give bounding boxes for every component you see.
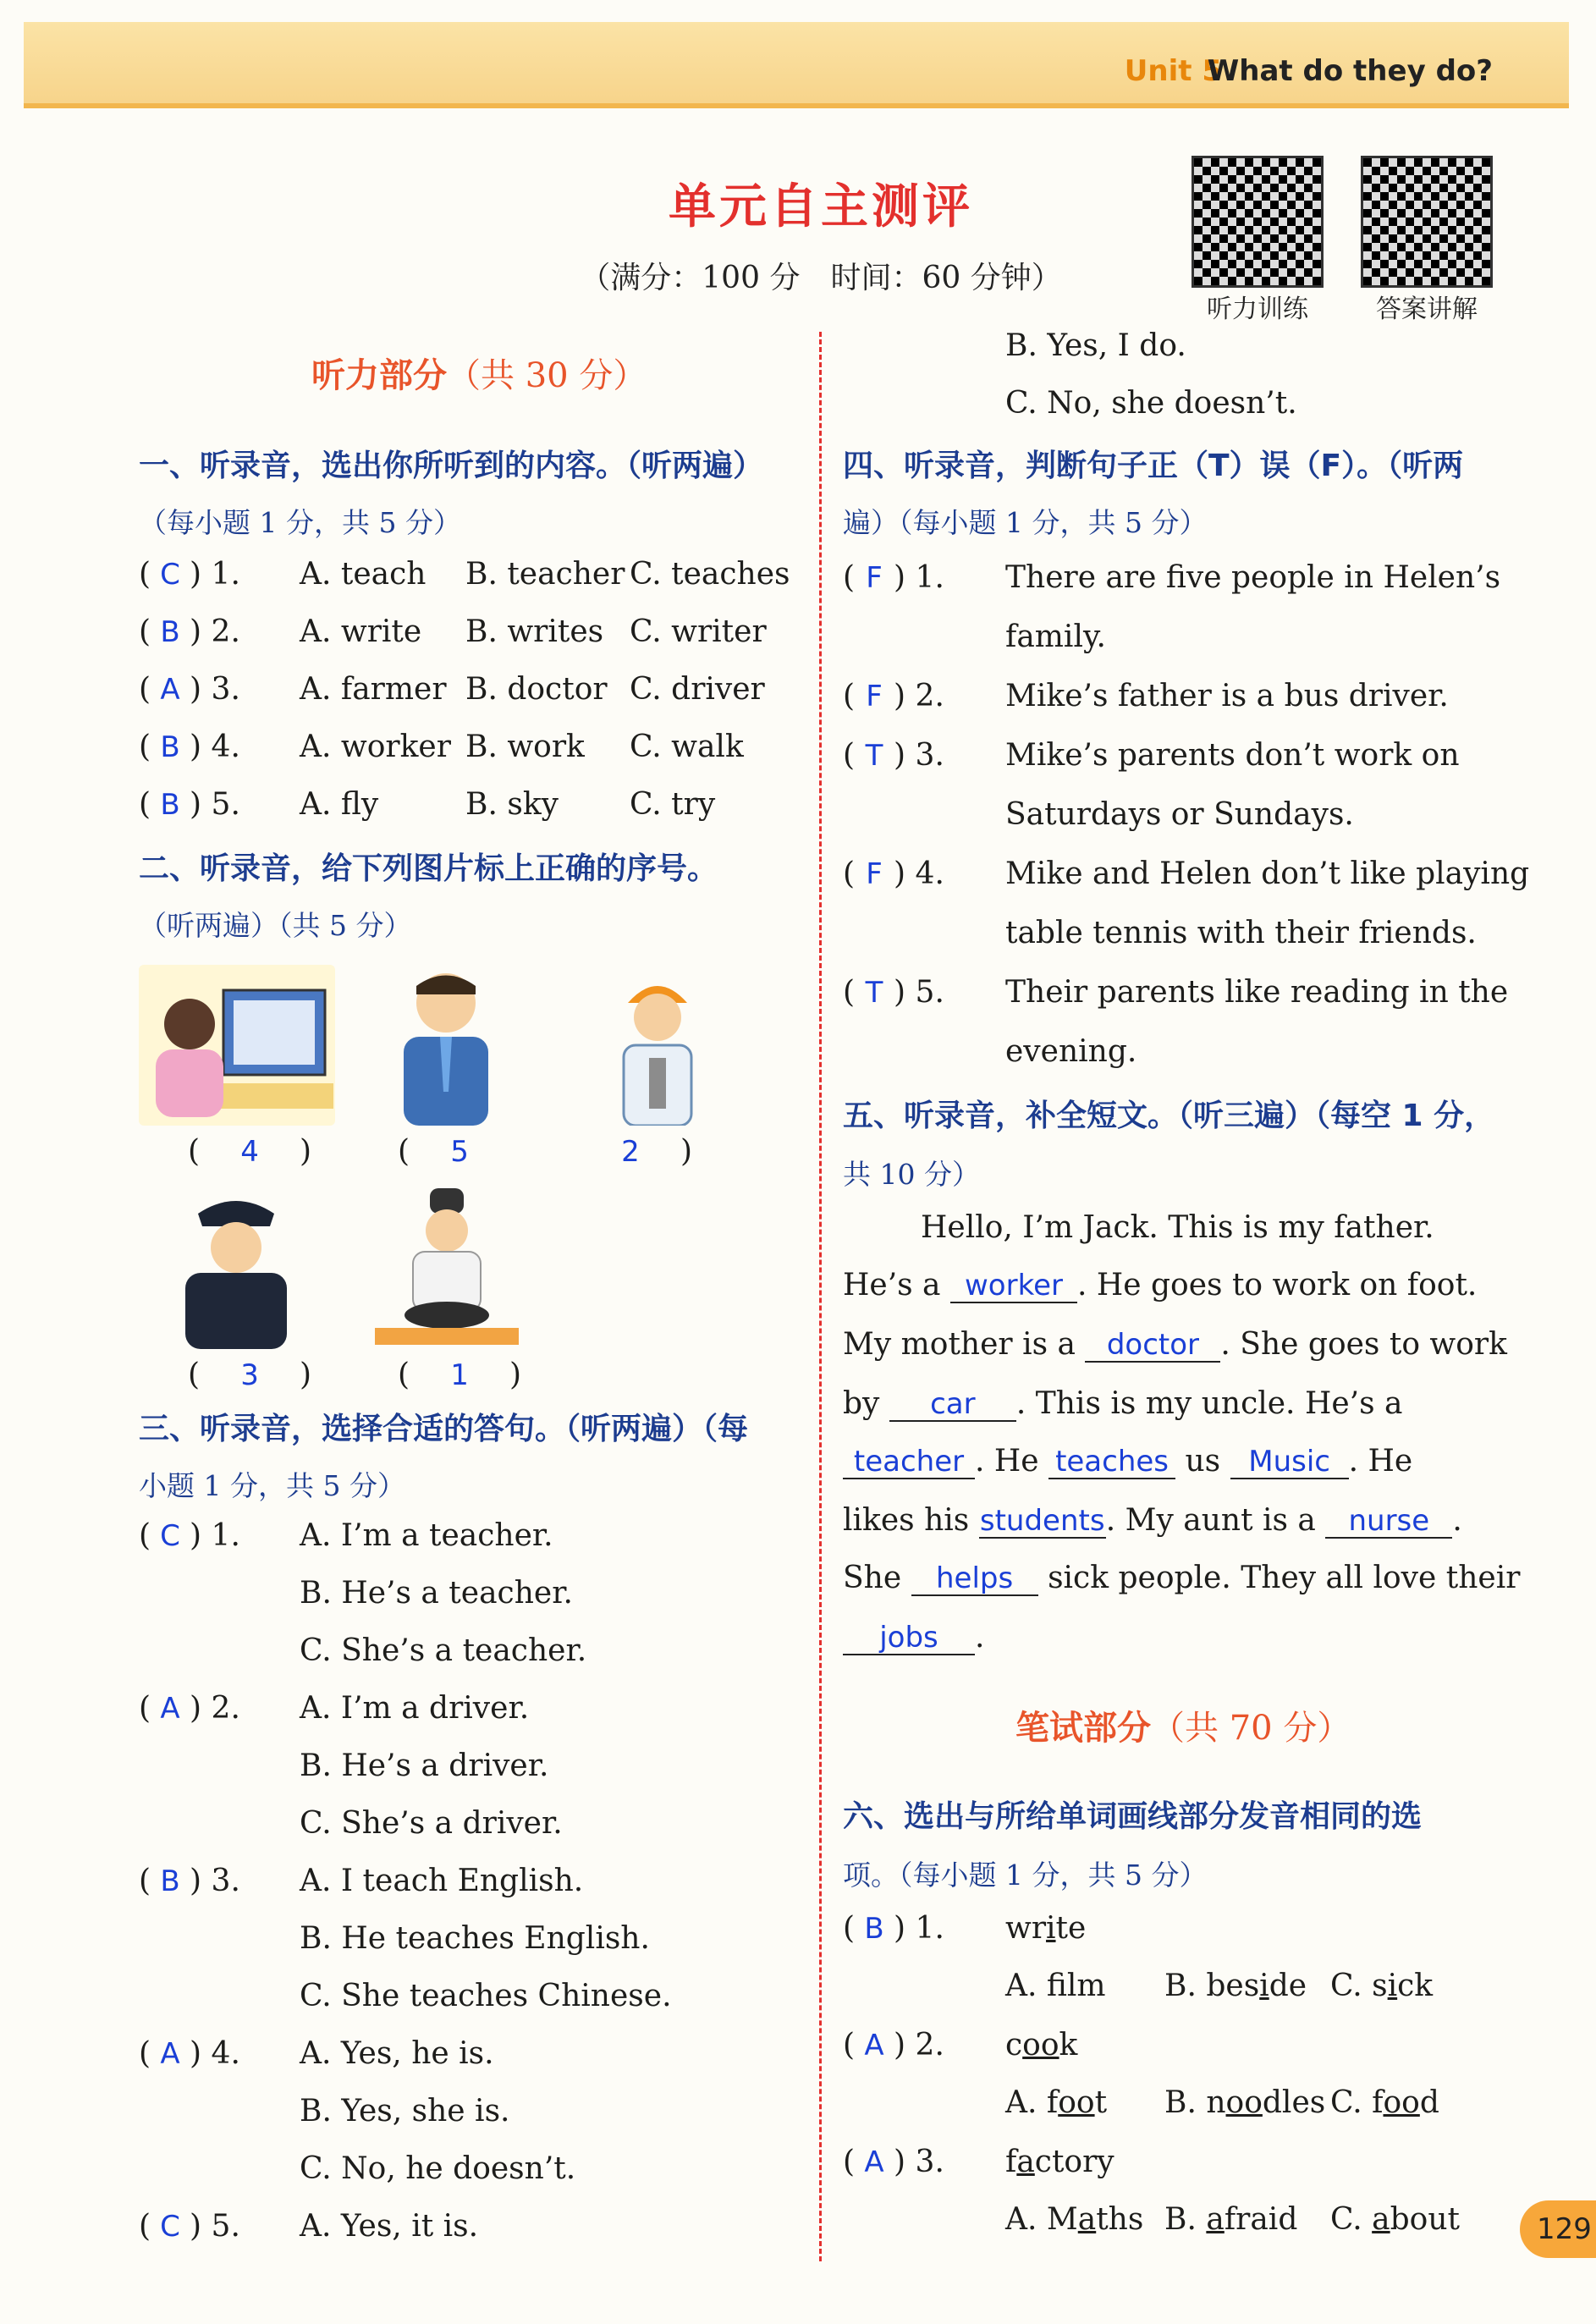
list-item: ( F ) 2. Mike’s father is a bus driver. bbox=[843, 679, 1449, 713]
list-item: ( C ) 5. A. Yes, it is. bbox=[139, 2209, 479, 2244]
blank-answer: Music bbox=[1230, 1446, 1349, 1479]
section-3-title: 三、听录音，选择合适的答句。（听两遍）（每 bbox=[139, 1412, 749, 1446]
part-points: （共 30 分） bbox=[447, 356, 647, 395]
writing-part-title bbox=[1015, 1701, 1351, 1749]
section-5-title: 五、听录音，补全短文。（听三遍）（每空 1 分， bbox=[843, 1099, 1495, 1133]
section-3-note: 小题 1 分，共 5 分） bbox=[139, 1469, 405, 1502]
listening-part-title bbox=[311, 349, 647, 397]
answer: T bbox=[865, 976, 883, 1010]
qr-label: 听力训练 bbox=[1207, 295, 1308, 324]
picture-answer-3: 2 ) bbox=[611, 1127, 692, 1170]
list-item: ( A ) 3. A. farmer B. doctor C. driver bbox=[139, 672, 765, 707]
answer: 1 bbox=[450, 1358, 469, 1392]
option: C. She’s a driver. bbox=[300, 1806, 563, 1841]
list-item: ( A ) 2. A. I’m a driver. bbox=[139, 1691, 530, 1726]
option: B. Yes, I do. bbox=[1005, 328, 1186, 363]
picture-answer-1: ( 4 ) bbox=[188, 1134, 312, 1169]
qr-code-icon bbox=[1191, 156, 1324, 288]
unit-label: Unit 5 bbox=[1124, 54, 1222, 88]
cook-picture bbox=[371, 1188, 523, 1349]
office-worker-picture bbox=[391, 965, 501, 1126]
passage-line: teacher . He teaches us Music . He bbox=[843, 1444, 1412, 1479]
section-2-note: （听两遍）（共 5 分） bbox=[139, 909, 412, 942]
passage-line: likes his students. My aunt is a nurse . bbox=[843, 1503, 1462, 1538]
passage-line: He’s a worker . He goes to work on foot. bbox=[843, 1268, 1478, 1302]
blank-answer: car bbox=[889, 1388, 1016, 1422]
answer: B bbox=[160, 788, 180, 822]
part-title-text: 笔试部分 bbox=[1015, 1709, 1151, 1748]
picture-answer-4: ( 3 ) bbox=[188, 1358, 312, 1392]
passage-line: My mother is a doctor . She goes to work bbox=[843, 1327, 1507, 1362]
blank-answer: worker bbox=[950, 1269, 1077, 1303]
section-1-note: （每小题 1 分，共 5 分） bbox=[139, 506, 461, 539]
blank-answer: jobs bbox=[843, 1622, 975, 1655]
column-divider bbox=[819, 332, 822, 2261]
qr-label: 答案讲解 bbox=[1376, 295, 1478, 324]
answer: 2 bbox=[621, 1135, 640, 1169]
passage-line: She helps sick people. They all love their bbox=[843, 1561, 1521, 1595]
blank-answer: doctor bbox=[1085, 1329, 1220, 1363]
sentence-cont: evening. bbox=[1005, 1034, 1137, 1069]
option: B. Yes, she is. bbox=[300, 2094, 510, 2128]
answer: C bbox=[160, 1519, 180, 1553]
qr-code-icon bbox=[1361, 156, 1493, 288]
passage-line: by car . This is my uncle. He’s a bbox=[843, 1386, 1403, 1421]
answer: A bbox=[160, 673, 180, 707]
list-item: ( B ) 3. A. I teach English. bbox=[139, 1864, 584, 1898]
list-item: ( C ) 1. A. I’m a teacher. bbox=[139, 1518, 553, 1553]
list-item: ( B ) 5. A. fly B. sky C. try bbox=[139, 787, 716, 822]
option: B. He’s a driver. bbox=[300, 1749, 549, 1783]
factory-worker-picture bbox=[603, 965, 713, 1126]
section-6-note: 项。（每小题 1 分，共 5 分） bbox=[843, 1859, 1208, 1892]
picture-answer-2: ( 5 bbox=[398, 1127, 479, 1170]
answer: F bbox=[866, 680, 883, 713]
option: B. He teaches English. bbox=[300, 1921, 650, 1956]
option: B. He’s a teacher. bbox=[300, 1576, 573, 1611]
section-6-title: 六、选出与所给单词画线部分发音相同的选 bbox=[843, 1799, 1423, 1834]
answer: 4 bbox=[240, 1135, 259, 1169]
list-item: ( C ) 1. A. teach B. teacher C. teaches bbox=[139, 557, 790, 592]
blank-answer: teaches bbox=[1048, 1446, 1175, 1479]
answer: B bbox=[160, 615, 180, 649]
blank-answer: nurse bbox=[1325, 1505, 1452, 1539]
answer: 5 bbox=[450, 1135, 469, 1169]
list-item: ( B ) 1. write bbox=[843, 1911, 1087, 1946]
answer: T bbox=[865, 739, 883, 773]
section-4-note: 遍）（每小题 1 分，共 5 分） bbox=[843, 506, 1208, 539]
section-1-title: 一、听录音，选出你所听到的内容。（听两遍） bbox=[139, 449, 764, 483]
list-item: ( F ) 4. Mike and Helen don’t like playing bbox=[843, 856, 1530, 891]
page-subtitle: （满分：100 分 时间：60 分钟） bbox=[580, 261, 1062, 295]
answer: C bbox=[160, 558, 180, 592]
answer: B bbox=[160, 730, 180, 764]
option: C. She teaches Chinese. bbox=[300, 1979, 672, 2013]
list-item: ( T ) 3. Mike’s parents don’t work on bbox=[843, 738, 1460, 773]
list-item: ( A ) 3. factory bbox=[843, 2145, 1114, 2179]
computer-worker-picture bbox=[139, 965, 335, 1126]
option: C. No, he doesn’t. bbox=[300, 2151, 576, 2186]
qr-answers[interactable] bbox=[1361, 156, 1493, 325]
list-item: ( F ) 1. There are five people in Helen’s bbox=[843, 560, 1501, 595]
sentence-cont: table tennis with their friends. bbox=[1005, 916, 1477, 950]
passage-line: Hello, I’m Jack. This is my father. bbox=[921, 1210, 1434, 1245]
answer: C bbox=[160, 2210, 180, 2244]
list-item: ( B ) 4. A. worker B. work C. walk bbox=[139, 730, 744, 764]
answer: A bbox=[160, 2037, 180, 2071]
list-item: ( A ) 2. cook bbox=[843, 2028, 1078, 2062]
list-item: ( B ) 2. A. write B. writes C. writer bbox=[139, 614, 767, 649]
section-2-title: 二、听录音，给下列图片标上正确的序号。 bbox=[139, 851, 718, 886]
answer: A bbox=[864, 2029, 884, 2062]
police-officer-picture bbox=[173, 1188, 300, 1349]
page-number: 129 bbox=[1520, 2200, 1596, 2258]
blank-answer: helps bbox=[911, 1562, 1038, 1596]
part-title-text: 听力部分 bbox=[311, 356, 447, 395]
list-item: ( T ) 5. Their parents like reading in the bbox=[843, 975, 1509, 1010]
blank-answer: teacher bbox=[843, 1446, 975, 1479]
passage-line: jobs . bbox=[843, 1620, 984, 1655]
sentence-cont: Saturdays or Sundays. bbox=[1005, 797, 1354, 832]
answer: F bbox=[866, 857, 883, 891]
option: C. She’s a teacher. bbox=[300, 1633, 587, 1668]
qr-listening[interactable] bbox=[1191, 156, 1324, 325]
answer: B bbox=[864, 1912, 884, 1946]
answer: F bbox=[866, 561, 883, 595]
answer: B bbox=[160, 1864, 180, 1898]
option: C. No, she doesn’t. bbox=[1005, 386, 1297, 421]
answer: A bbox=[160, 1692, 180, 1726]
blank-answer: students bbox=[979, 1504, 1105, 1538]
answer: A bbox=[864, 2145, 884, 2179]
sentence-cont: family. bbox=[1005, 620, 1106, 654]
page-title: 单元自主测评 bbox=[669, 179, 973, 234]
answer: 3 bbox=[240, 1358, 259, 1392]
section-4-title: 四、听录音，判断句子正（T）误（F）。（听两 bbox=[843, 449, 1464, 483]
section-5-note: 共 10 分） bbox=[843, 1158, 980, 1191]
unit-title: What do they do? bbox=[1207, 54, 1493, 88]
list-item: ( A ) 4. A. Yes, he is. bbox=[139, 2036, 494, 2071]
part-points: （共 70 分） bbox=[1151, 1709, 1351, 1748]
header-banner bbox=[24, 22, 1569, 108]
picture-answer-5: ( 1 ) bbox=[398, 1358, 522, 1392]
